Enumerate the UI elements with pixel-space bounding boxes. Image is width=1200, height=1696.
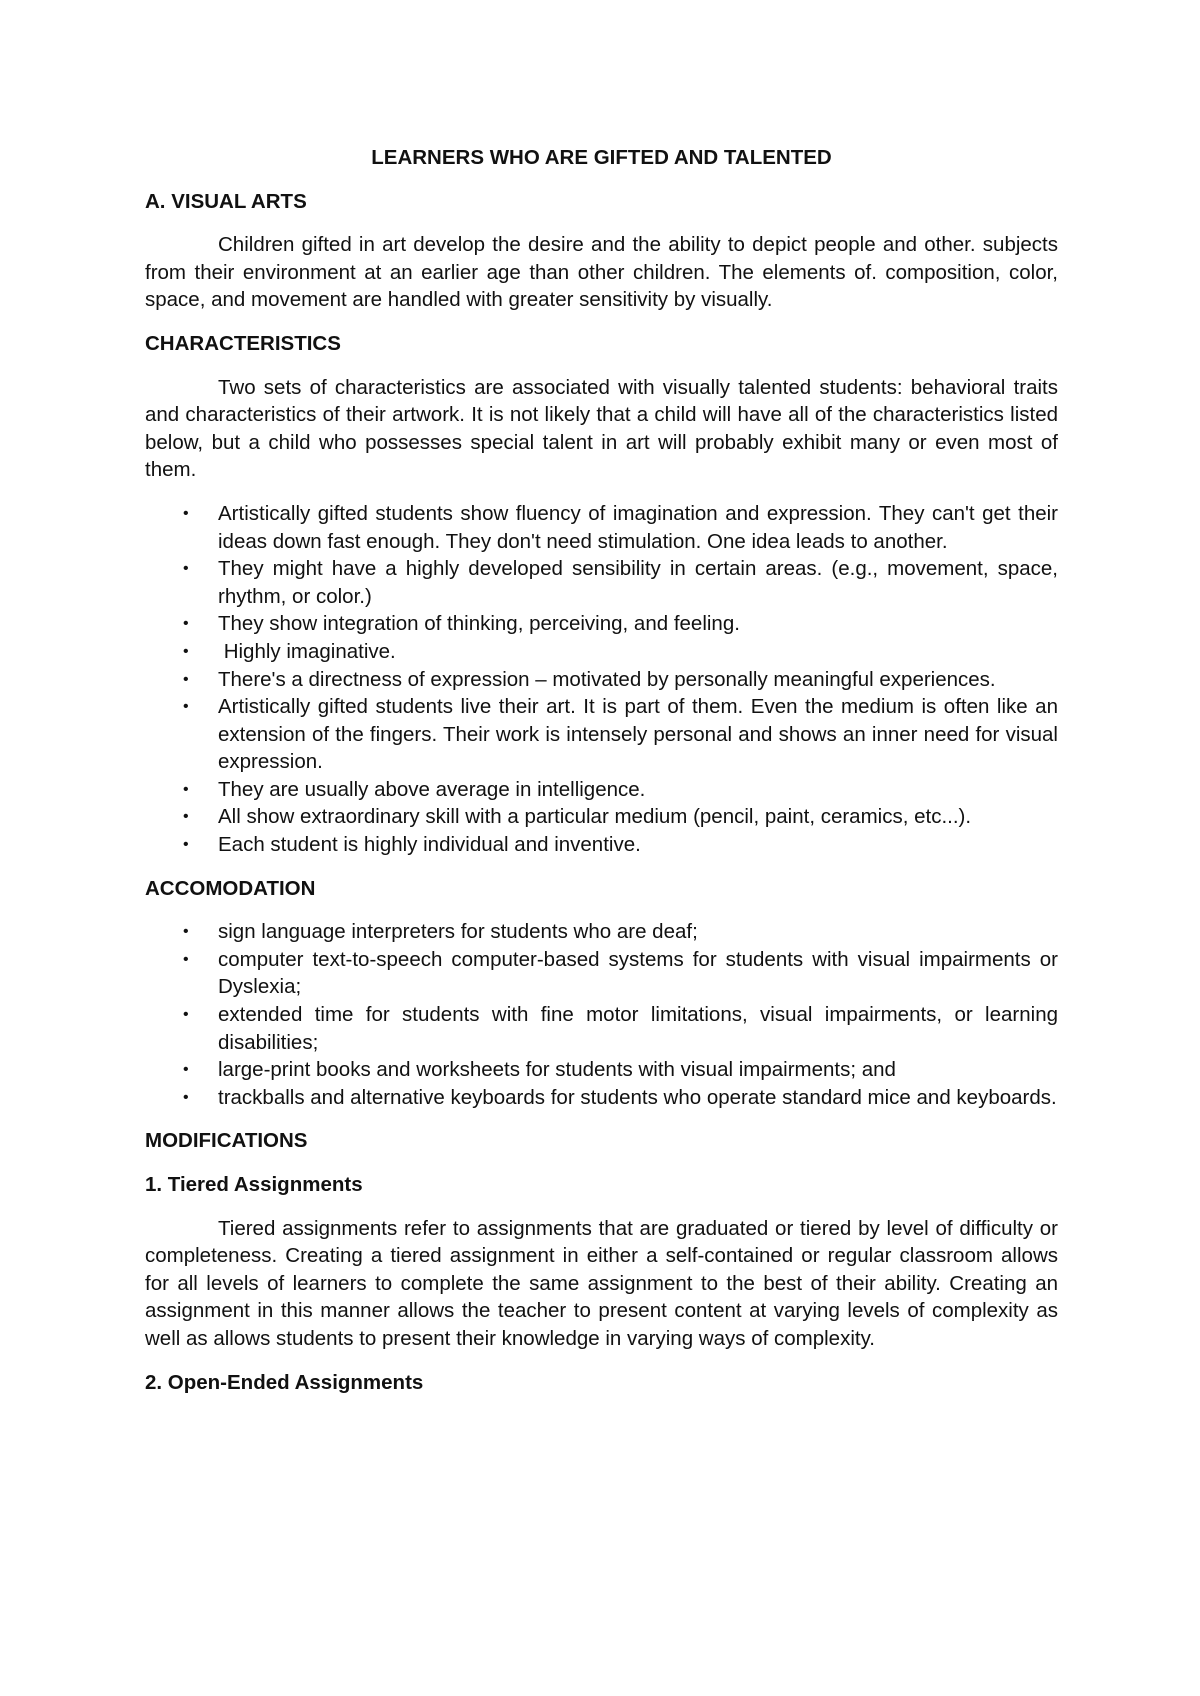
- list-item-text: They are usually above average in intelligence.: [218, 777, 646, 801]
- bullet-icon: •: [183, 1006, 189, 1024]
- visual-arts-paragraph: Children gifted in art develop the desire and the ability to depict people and other. subjects from their environment at an earlier age than other children. The elements of. composition, color, space, and movement are handled with greater sensitivity by visually.: [145, 233, 1058, 312]
- list-item-text: Highly imaginative.: [218, 639, 396, 663]
- bullet-icon: •: [183, 670, 189, 688]
- list-item-text: trackballs and alternative keyboards for students who operate standard mice and keyboards.: [218, 1085, 1057, 1109]
- list-item: [145, 1084, 1058, 1112]
- list-item: [145, 610, 1058, 638]
- list-item-text: sign language interpreters for students who are deaf;: [218, 920, 698, 944]
- subheading-open-ended-assignments: 2. Open-Ended Assignments: [145, 1370, 424, 1394]
- accomodation-list: [145, 918, 1058, 1111]
- list-item: [145, 638, 1058, 666]
- bullet-icon: •: [183, 780, 189, 798]
- list-item-text: Each student is highly individual and inventive.: [218, 833, 641, 857]
- bullet-icon: •: [183, 950, 189, 968]
- document-title: LEARNERS WHO ARE GIFTED AND TALENTED: [371, 146, 832, 169]
- bullet-icon: •: [183, 698, 189, 716]
- section-heading-characteristics: CHARACTERISTICS: [145, 331, 341, 355]
- tiered-assignments-paragraph: Tiered assignments refer to assignments that are graduated or tiered by level of difficulty or completeness. Creating a tiered assignment in either a self-contained or regular classroom allows for all levels of learners to complete the same assignment to the best of their ability. Creating an assignment in this manner allows the teacher to present content at varying levels of complexity as well as allows students to present their knowledge in varying ways of complexity.: [145, 1216, 1058, 1350]
- list-item: [145, 1001, 1058, 1056]
- list-item: [145, 803, 1058, 831]
- bullet-icon: •: [183, 808, 189, 826]
- list-item-text: They show integration of thinking, perceiving, and feeling.: [218, 612, 740, 636]
- document-page: [145, 144, 1058, 1412]
- list-item-text: large-print books and worksheets for students with visual impairments; and: [218, 1058, 896, 1082]
- list-item: [145, 693, 1058, 776]
- list-item: [145, 918, 1058, 946]
- list-item-text: Artistically gifted students show fluency of imagination and expression. They can't get their ideas down fast enough. They don't need stimulation. One idea leads to another.: [218, 501, 1058, 553]
- list-item: [145, 500, 1058, 555]
- subheading-tiered-assignments: 1. Tiered Assignments: [145, 1173, 363, 1196]
- list-item: [145, 1056, 1058, 1084]
- list-item: [145, 666, 1058, 694]
- list-item-text: extended time for students with fine motor limitations, visual impairments, or learning disabilities;: [218, 1003, 1058, 1054]
- bullet-icon: •: [183, 642, 189, 660]
- list-item-text: There's a directness of expression – motivated by personally meaningful experiences.: [218, 667, 996, 691]
- bullet-icon: •: [183, 836, 189, 854]
- section-heading-visual-arts: A. VISUAL ARTS: [145, 189, 307, 213]
- list-item-text: computer text-to-speech computer-based systems for students with visual impairments or Dyslexia;: [218, 947, 1058, 999]
- characteristics-list: [145, 500, 1058, 859]
- bullet-icon: •: [183, 615, 189, 633]
- bullet-icon: •: [183, 1061, 189, 1079]
- characteristics-paragraph: Two sets of characteristics are associated with visually talented students: behavioral traits and characteristics of their artwork. It is not likely that a child will have all of the characteristics listed below, but a child who possesses special talent in art will probably exhibit many or even most of them.: [145, 375, 1058, 482]
- list-item: [145, 555, 1058, 610]
- list-item: [145, 946, 1058, 1001]
- list-item-text: Artistically gifted students live their art. It is part of them. Even the medium is often like an extension of the fingers. Their work is intensely personal and shows an inner need for visual expression.: [218, 695, 1058, 774]
- list-item-text: All show extraordinary skill with a particular medium (pencil, paint, ceramics, etc...).: [218, 805, 972, 829]
- bullet-icon: •: [183, 923, 189, 941]
- section-heading-accomodation: ACCOMODATION: [145, 876, 316, 900]
- section-heading-modifications: MODIFICATIONS: [145, 1129, 308, 1153]
- list-item-text: They might have a highly developed sensibility in certain areas. (e.g., movement, space, rhythm, or color.): [218, 557, 1058, 608]
- bullet-icon: •: [183, 560, 189, 578]
- list-item: [145, 831, 1058, 859]
- bullet-icon: •: [183, 1088, 189, 1106]
- bullet-icon: •: [183, 504, 189, 522]
- list-item: [145, 776, 1058, 804]
